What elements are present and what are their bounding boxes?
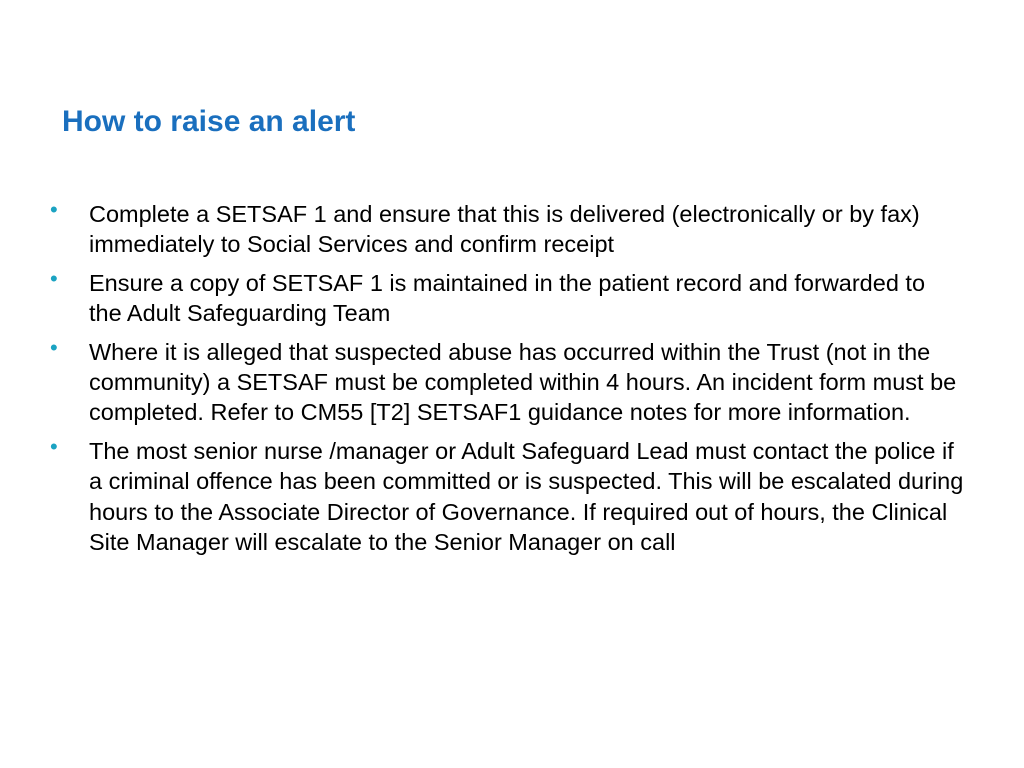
slide-title: How to raise an alert <box>62 105 356 138</box>
bullet-item-1 <box>44 199 964 260</box>
bullet-text-4: The most senior nurse /manager or Adult Safeguard Lead must contact the police if a criminal offence has been committed or is suspected. This will be escalated during hours to the Associate Director of Governance. If required out of hours, the Clinical Site Manager will escalate to the Senior Manager on call <box>89 437 964 556</box>
bullet-text-1: Complete a SETSAF 1 and ensure that this is delivered (electronically or by fax) immediately to Social Services and confirm receipt <box>89 201 920 258</box>
bullet-icon: • <box>50 433 58 459</box>
bullet-item-4 <box>44 433 964 558</box>
bullet-icon: • <box>50 265 58 291</box>
bullet-list <box>44 199 964 565</box>
bullet-text-3: Where it is alleged that suspected abuse has occurred within the Trust (not in the community) a SETSAF must be completed within 4 hours. An incident form must be completed. Refer to CM55 [T2] SETSAF1 guidance notes for more information. <box>89 338 957 426</box>
bullet-icon: • <box>50 197 58 222</box>
bullet-icon: • <box>50 334 58 360</box>
bullet-item-2 <box>44 265 964 329</box>
bullet-item-3 <box>44 334 964 428</box>
bullet-text-2: Ensure a copy of SETSAF 1 is maintained in the patient record and forwarded to the Adult Safeguarding Team <box>89 269 926 327</box>
